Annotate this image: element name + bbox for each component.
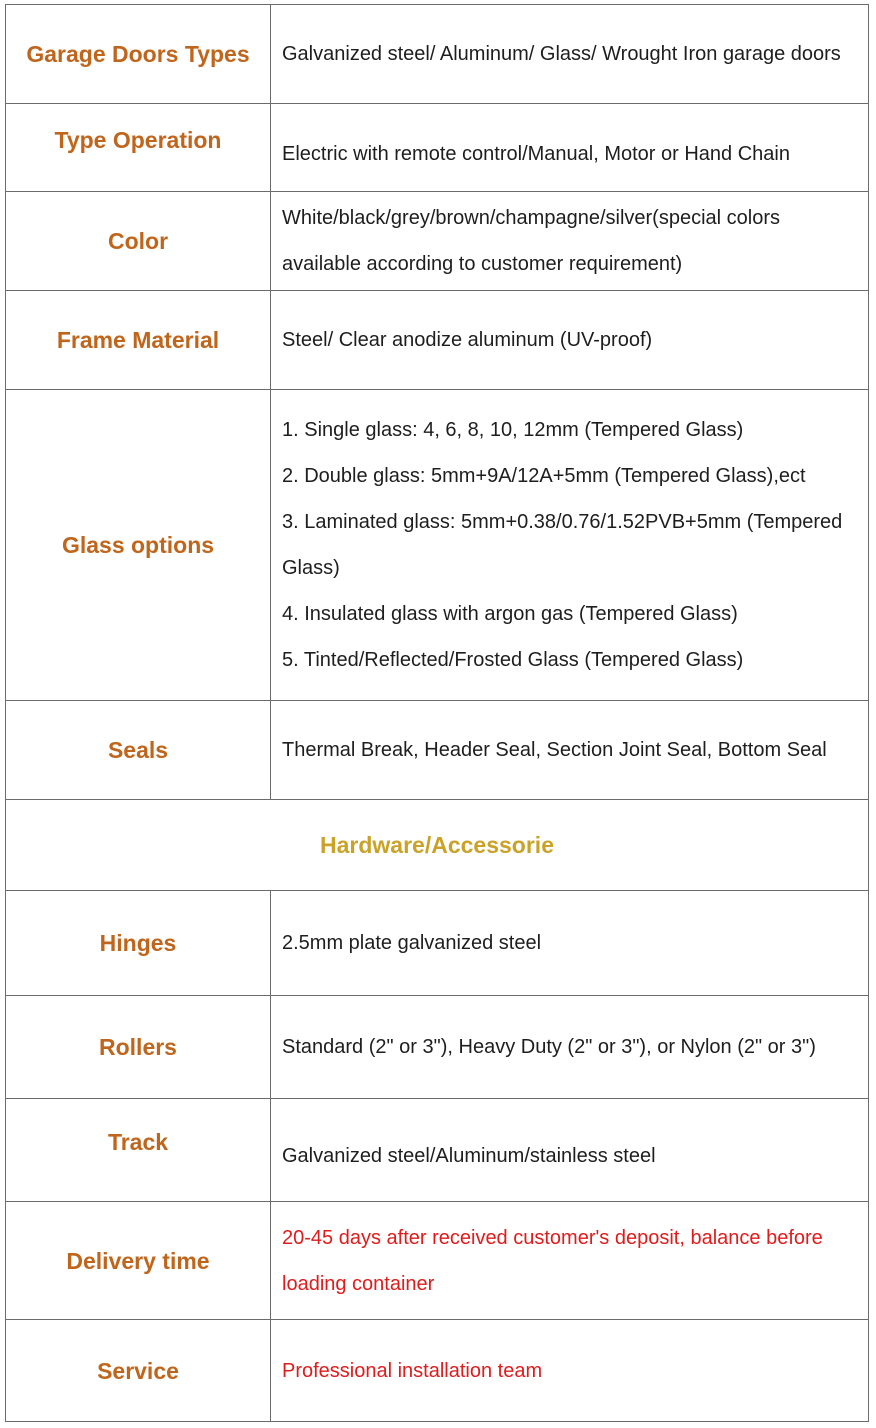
glass-option-5: 5. Tinted/Reflected/Frosted Glass (Tempered Glass) — [282, 649, 744, 671]
row-value: Professional installation team — [271, 1320, 869, 1422]
table-row — [6, 1320, 869, 1422]
row-value: Galvanized steel/ Aluminum/ Glass/ Wrought Iron garage doors — [271, 5, 869, 104]
row-label: Frame Material — [6, 291, 271, 390]
table-row — [6, 1202, 869, 1320]
table-row — [6, 390, 869, 701]
table-row — [6, 192, 869, 291]
row-value: Standard (2" or 3"), Heavy Duty (2" or 3"), or Nylon (2" or 3") — [271, 996, 869, 1099]
table-row — [6, 104, 869, 192]
glass-option-4: 4. Insulated glass with argon gas (Tempered Glass) — [282, 603, 738, 625]
row-label: Garage Doors Types — [6, 5, 271, 104]
glass-option-1: 1. Single glass: 4, 6, 8, 10, 12mm (Tempered Glass) — [282, 419, 744, 441]
row-label: Hinges — [6, 891, 271, 996]
row-label: Color — [6, 192, 271, 291]
row-value-text: Galvanized steel/Aluminum/stainless steel — [282, 1145, 656, 1167]
row-value: White/black/grey/brown/champagne/silver(special colors available according to customer requirement) — [271, 192, 869, 291]
row-label: Rollers — [6, 996, 271, 1099]
row-value-text: Electric with remote control/Manual, Motor or Hand Chain — [282, 142, 790, 165]
glass-option-2: 2. Double glass: 5mm+9A/12A+5mm (Tempered Glass),ect — [282, 465, 806, 487]
row-value — [271, 1099, 869, 1202]
spec-table — [5, 4, 869, 1422]
row-value: Steel/ Clear anodize aluminum (UV-proof) — [271, 291, 869, 390]
section-title: Hardware/Accessorie — [6, 800, 869, 891]
table-row — [6, 5, 869, 104]
row-value: Thermal Break, Header Seal, Section Joint Seal, Bottom Seal — [271, 701, 869, 800]
row-value: 2.5mm plate galvanized steel — [271, 891, 869, 996]
table-row — [6, 1099, 869, 1202]
table-row — [6, 891, 869, 996]
row-label — [6, 1099, 271, 1202]
section-row — [6, 800, 869, 891]
row-value: 20-45 days after received customer's deposit, balance before loading container — [271, 1202, 869, 1320]
table-row — [6, 291, 869, 390]
row-label: Service — [6, 1320, 271, 1422]
row-label: Glass options — [6, 390, 271, 701]
row-label-text: Type Operation — [54, 126, 222, 153]
row-value — [271, 104, 869, 192]
row-value — [271, 390, 869, 701]
glass-option-3: 3. Laminated glass: 5mm+0.38/0.76/1.52PVB+5mm (Tempered Glass) — [282, 511, 843, 579]
row-label — [6, 104, 271, 192]
table-row — [6, 996, 869, 1099]
table-row — [6, 701, 869, 800]
row-label-text: Track — [107, 1129, 169, 1155]
row-label: Seals — [6, 701, 271, 800]
row-label: Delivery time — [6, 1202, 271, 1320]
